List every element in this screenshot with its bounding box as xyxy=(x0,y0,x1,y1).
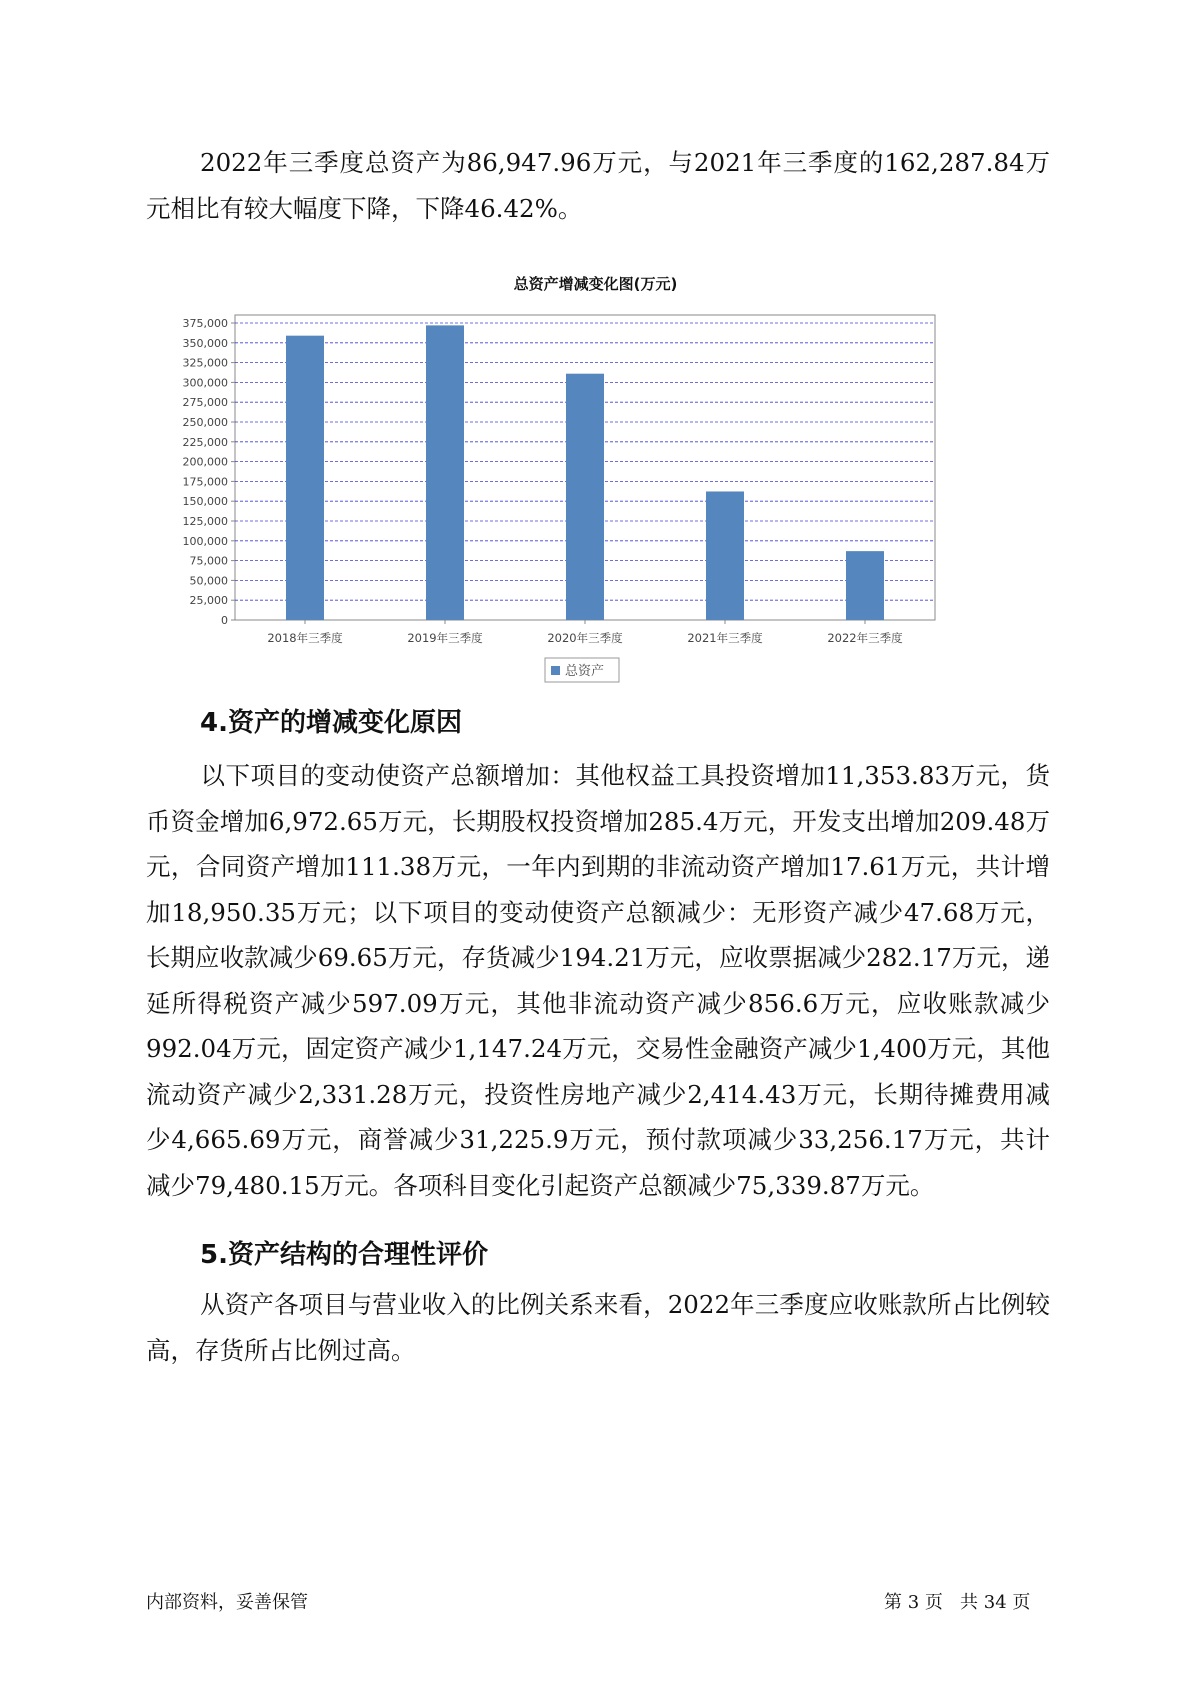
bar xyxy=(426,325,464,620)
y-tick-label: 375,000 xyxy=(182,317,228,330)
y-tick-label: 25,000 xyxy=(189,594,228,608)
y-tick-label: 50,000 xyxy=(189,574,228,588)
y-tick-label: 125,000 xyxy=(182,515,228,528)
y-tick-label: 100,000 xyxy=(182,534,228,548)
x-tick-label: 2021年三季度 xyxy=(687,631,763,645)
intro-text: 2022年三季度总资产为86,947.96万元，与2021年三季度的162,287.84万元相比有较大幅度下降，下降46.42%。 xyxy=(146,148,1050,223)
legend-swatch xyxy=(551,666,560,675)
footer-confidential-note: 内部资料，妥善保管 xyxy=(146,1592,308,1613)
section5-text: 从资产各项目与营业收入的比例关系来看，2022年三季度应收账款所占比例较高，存货所占比例过高。 xyxy=(146,1290,1050,1365)
total-assets-bar-chart xyxy=(150,300,950,679)
y-tick-label: 75,000 xyxy=(189,554,228,568)
y-tick-label: 350,000 xyxy=(182,336,228,350)
y-tick-label: 0 xyxy=(221,614,228,627)
section5-heading: 5.资产结构的合理性评价 xyxy=(200,1240,488,1270)
section4-heading: 4.资产的增减变化原因 xyxy=(200,708,462,738)
bar xyxy=(566,374,604,620)
y-tick-label: 275,000 xyxy=(182,396,228,410)
y-tick-label: 150,000 xyxy=(182,495,228,509)
x-tick-label: 2022年三季度 xyxy=(827,631,903,645)
footer-page-number: 第 3 页 共 34 页 xyxy=(884,1592,1031,1613)
bar xyxy=(846,551,884,620)
y-tick-label: 325,000 xyxy=(182,356,228,370)
chart-title: 总资产增减变化图(万元) xyxy=(513,275,678,293)
section4-text: 以下项目的变动使资产总额增加：其他权益工具投资增加11,353.83万元，货币资金增加6,972.65万元，长期股权投资增加285.4万元，开发支出增加209.48万元，合同资产增加111.38万元，一年内到期的非流动资产增加17.61万元，共计增加18,950.35万元；以下项目的变动使资产总额减少：无形资产减少47.68万元，长期应收款减少69.65万元，存货减少194.21万元，应收票据减少282.17万元，递延所得税资产减少597.09万元，其他非流动资产减少856.6万元，应收账款减少992.04万元，固定资产减少1,147.24万元，交易性金融资产减少1,400万元，其他流动资产减少2,331.28万元，投资性房地产减少2,414.43万元，长期待摊费用减少4,665.69万元，商誉减少31,225.9万元，预付款项减少33,256.17万元，共计减少79,480.15万元。各项科目变化引起资产总额减少75,339.87万元。 xyxy=(146,761,1050,1200)
bar xyxy=(706,491,744,620)
x-tick-label: 2018年三季度 xyxy=(267,631,343,645)
intro-paragraph xyxy=(146,140,1050,231)
y-tick-label: 300,000 xyxy=(182,376,228,390)
x-tick-label: 2019年三季度 xyxy=(407,631,483,645)
x-tick-label: 2020年三季度 xyxy=(547,631,623,645)
y-tick-label: 250,000 xyxy=(182,416,228,429)
y-tick-label: 175,000 xyxy=(182,475,228,489)
bar xyxy=(286,336,324,620)
y-tick-label: 200,000 xyxy=(182,455,228,469)
section5-paragraph xyxy=(146,1282,1050,1373)
y-tick-label: 225,000 xyxy=(182,435,228,449)
section4-paragraph xyxy=(146,753,1050,1208)
legend-label: 总资产 xyxy=(565,664,605,679)
